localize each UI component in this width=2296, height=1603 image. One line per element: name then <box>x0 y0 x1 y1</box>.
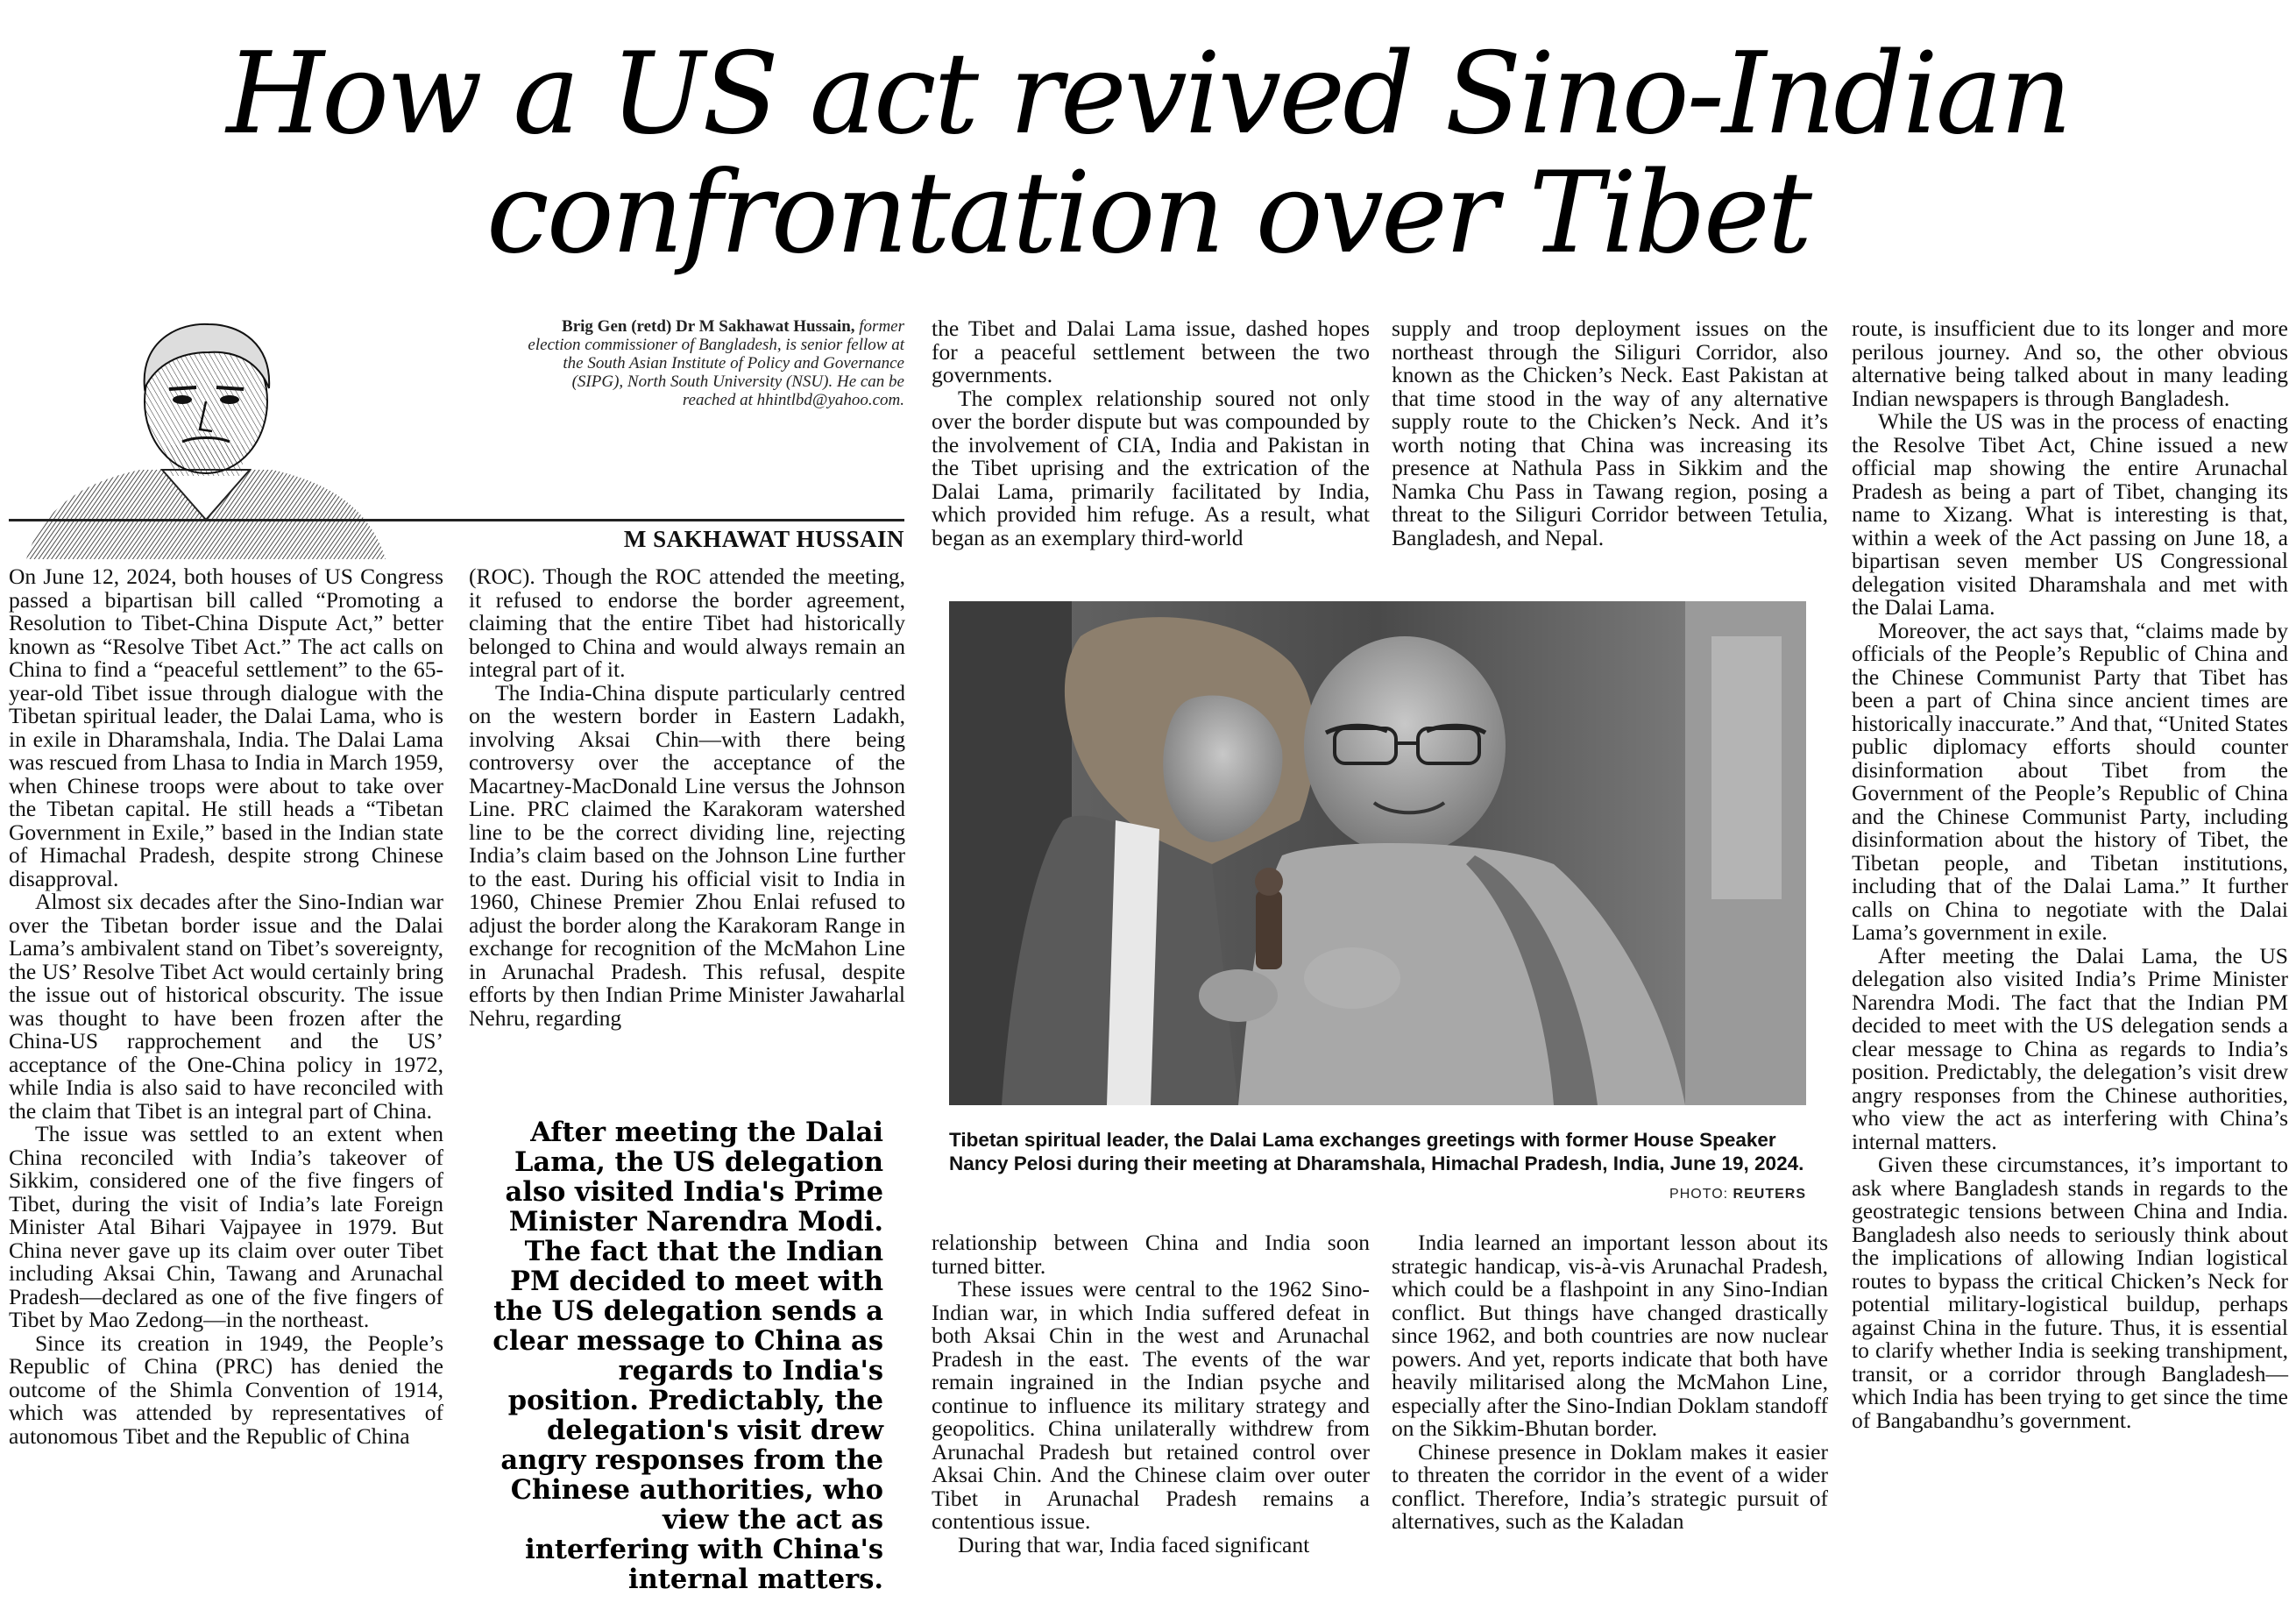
author-bio <box>526 317 904 409</box>
paragraph: Given these circumstances, it’s important to ask where Bangladesh stands in regards to the geostrategic tensions between China and India. Bangladesh also needs to seriously think about the implications of allowing Indian logistical routes to bypass the critical Chicken’s Neck for potential military-logistical buildup, perhaps against China in the future. Thus, it is essential to clarify whether India is seeking transhipment, transit, or a corridor through Bangladesh—which India has been trying to get since the time of Bangabandhu’s government. <box>1852 1152 2288 1433</box>
paragraph: the Tibet and Dalai Lama issue, dashed hopes for a peaceful settlement between the two governments. <box>932 316 1370 387</box>
paragraph: After meeting the Dalai Lama, the US delegation also visited India’s Prime Minister Narendra Modi. The fact that the Indian PM decided to meet with the US delegation sends a clear message to China as regards to India’s position. Predictably, the delegation’s visit drew angry responses from the Chinese authorities, who view the act as interfering with China’s internal matters. <box>1852 942 2288 1154</box>
paragraph: Almost six decades after the Sino-Indian war over the Tibetan border issue and the Dalai Lama’s ambivalent stand on Tibet’s sovereignty, the US’ Resolve Tibet Act would certainly bring the issue out of historical obscurity. The issue was thought to have been frozen after the China-US rapprochement and the US’ acceptance of the One-China policy in 1972, while India is also said to have reconciled with the claim that Tibet is an integral part of China. <box>9 889 443 1124</box>
paragraph: During that war, India faced significant <box>958 1531 1310 1557</box>
article-column-5 <box>1852 317 2288 1432</box>
byline-rule <box>9 519 904 521</box>
paragraph: India learned an important lesson about its strategic handicap, vis-à-vis Arunachal Pradesh, which could be a flashpoint in any Sino-Indian conflict. But things have changed drastically since 1962, and both countries are now nuclear powers. And yet, reports indicate that both have heavily militarised along the McMahon Line, especially after the Sino-Indian Doklam standoff on the Sikkim-Bhutan border. <box>1392 1230 1828 1441</box>
paragraph: Moreover, the act says that, “claims made by officials of the People’s Republic of China and the Chinese Communist Party that Tibet has been a part of China since ancient times are historically inaccurate.” And that, “United States public diplomacy efforts should counter disinformation about Tibet from the Government of the People’s Republic of China and the Chinese Communist Party, including disinformation about the history of Tibet, the Tibetan people, and Tibetan institutions, including that of the Dalai Lama.” It further calls on China to negotiate with the Dalai Lama’s government in exile. <box>1852 617 2288 945</box>
paragraph: These issues were central to the 1962 Sino-Indian war, in which India suffered defeat in both Aksai Chin in the west and Arunachal Pradesh in the east. The events of the war remain ingrained in the Indian psyche and continue to influence its military strategy and geopolitics. China unilaterally withdrew from Arunachal Pradesh but retained control over Aksai Chin. And the Chinese claim over outer Tibet in Arunachal Pradesh remains a contentious issue. <box>932 1276 1370 1534</box>
news-photo <box>949 601 1806 1105</box>
paragraph: (ROC). Though the ROC attended the meeting, it refused to endorse the border agreement, claiming that the entire Tibet had historically belonged to China and would always remain an integral part of it. <box>469 564 905 682</box>
paragraph: Chinese presence in Doklam makes it easier to threaten the corridor in the event of a wider conflict. Therefore, India’s strategic pursuit of alternatives, such as the Kaladan <box>1392 1438 1828 1534</box>
article-column-2 <box>469 565 905 1030</box>
headline-line-2: confrontation over Tibet <box>486 148 1810 279</box>
paragraph: supply and troop deployment issues on the northeast through the Siliguri Corridor, also known as the Chicken’s Neck. East Pakistan at that time stood in the way of any alternative supply route to the Chicken’s Neck. And it’s worth noting that China was increasing its presence at Nathula Pass in Sikkim and the Namka Chu Pass in Tawang region, posing a threat to the Siliguri Corridor between Tetulia, Bangladesh, and Nepal. <box>1392 316 1828 550</box>
author-portrait <box>9 314 401 559</box>
paragraph: relationship between China and India soon turned bitter. <box>932 1230 1370 1279</box>
article-column-3-bottom <box>932 1231 1370 1557</box>
author-bio-text: former election commissioner of Bangladesh, is senior fellow at the South Asian Institute of Policy and Governance (SIPG), North South University (NSU). He can be reached at hhintlbd@yahoo.com. <box>528 317 904 409</box>
paragraph: Since its creation in 1949, the People’s Republic of China (PRC) has denied the outcome of the Shimla Convention of 1914, which was attended by representatives of autonomous Tibet and the Republic of China <box>9 1330 443 1449</box>
author-byline: M SAKHAWAT HUSSAIN <box>623 526 904 552</box>
paragraph: On June 12, 2024, both houses of US Congress passed a bipartisan bill called “Promoting a Resolution to Tibet-China Dispute Act,” better known as “Resolve Tibet Act.” The act calls on China to find a “peaceful settlement” to the 65-year-old Tibet issue through dialogue with the Tibetan spiritual leader, the Dalai Lama, who is in exile in Dharamshala, India. The Dalai Lama was rescued from Lhasa to India in March 1959, when Chinese troops were about to take over the Tibetan capital. He still heads a “Tibetan Government in Exile,” based in the Indian state of Himachal Pradesh, despite strong Chinese disapproval. <box>9 564 443 891</box>
headline-line-1: How a US act revived Sino-Indian <box>226 29 2070 160</box>
photo-credit-source: REUTERS <box>1733 1187 1806 1202</box>
paragraph: The India-China dispute particularly centred on the western border in Eastern Ladakh, involving Aksai Chin—with there being controversy over the acceptance of the Macartney-MacDonald Line versus the Johnson Line. PRC claimed the Karakoram watershed line to be the correct dividing line, rejecting India’s claim based on the Johnson Line further to the east. During his official visit to India in 1960, Chinese Premier Zhou Enlai refused to adjust the border along the Karakoram Range in exchange for recognition of the McMahon Line in Arunachal Pradesh. This refusal, despite efforts by then Indian Prime Minister Jawaharlal Nehru, regarding <box>469 679 905 1031</box>
article-column-4-bottom <box>1392 1231 1828 1534</box>
photo-credit-label: PHOTO: <box>1669 1187 1729 1202</box>
photo-credit <box>1669 1187 1806 1202</box>
paragraph: The complex relationship soured not only over the border dispute but was compounded by the involvement of CIA, India and Pakistan in the Tibet uprising and the extrication of the Dalai Lama, primarily facilitated by India, which provided him refuge. As a result, what began as an exemplary third-world <box>932 385 1370 550</box>
author-bio-name: Brig Gen (retd) Dr M Sakhawat Hussain, <box>562 317 855 336</box>
photo-caption: Tibetan spiritual leader, the Dalai Lama exchanges greetings with former House Speaker Nancy Pelosi during their meeting at Dharamshala, Himachal Pradesh, India, June 19, 2024. <box>949 1129 1804 1174</box>
paragraph: route, is insufficient due to its longer and more perilous journey. And so, the other obvious alternative being talked about in many leading Indian newspapers is through Bangladesh. <box>1852 316 2288 411</box>
pull-quote: After meeting the Dalai Lama, the US delegation also visited India's Prime Minister Narendra Modi. The fact that the Indian PM decided to meet with the US delegation sends a clear message to China as regards to India's position. Predictably, the delegation's visit drew angry responses from the Chinese authorities, who view the act as interfering with China's internal matters. <box>493 1117 883 1595</box>
article-column-1 <box>9 565 443 1448</box>
paragraph: The issue was settled to an extent when China reconciled with India’s takeover of Sikkim, considered one of the five fingers of Tibet, during the visit of India’s late Foreign Minister Atal Bihari Vajpayee in 1979. But China never gave up its claim over outer Tibet including Aksai Chin, Tawang and Arunachal Pradesh—declared as one of the five fingers of Tibet by Mao Zedong—in the northeast. <box>9 1121 443 1332</box>
article-column-4-top <box>1392 317 1828 550</box>
paragraph: While the US was in the process of enacting the Resolve Tibet Act, Chine issued a new official map showing the entire Arunachal Pradesh as being a part of Tibet, changing its name to Xizang. What is interesting is that, within a week of the Act passing on June 18, a bipartisan seven member US Congressional delegation visited Dharamshala and met with the Dalai Lama. <box>1852 408 2288 620</box>
headline <box>0 29 2296 279</box>
article-column-3-top <box>932 317 1370 550</box>
